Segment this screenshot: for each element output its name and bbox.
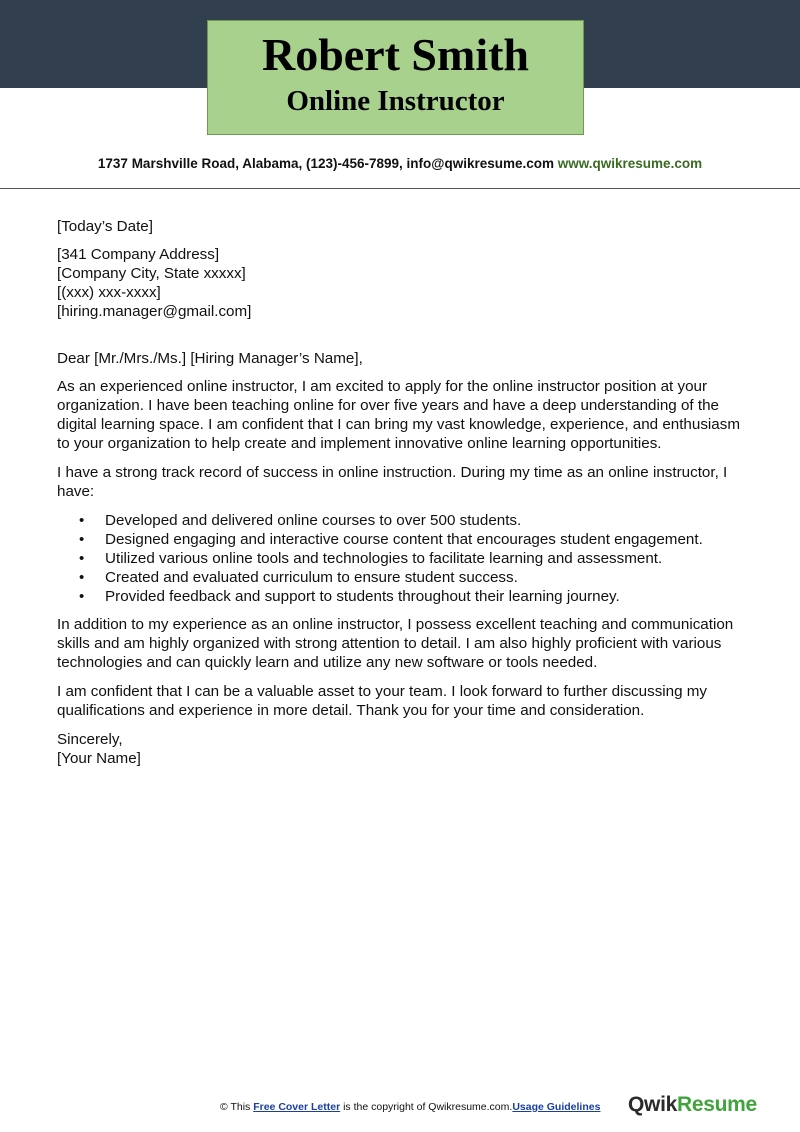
list-item: • Designed engaging and interactive course content that encourages student engagement. <box>105 530 747 549</box>
free-cover-letter-link[interactable]: Free Cover Letter <box>253 1101 341 1113</box>
list-item: • Utilized various online tools and technologies to facilitate learning and assessment. <box>105 549 747 568</box>
copyright-middle: is the copyright of Qwikresume.com. <box>340 1101 513 1113</box>
paragraph-skills: In addition to my experience as an online instructor, I possess excellent teaching and communication skills and am highly organized with strong attention to detail. I am also highly proficient with various technologies and can quickly learn and utilize any new software or tools needed. <box>57 616 734 671</box>
name-title-box <box>207 20 584 135</box>
list-item: • Provided feedback and support to students throughout their learning journey. <box>105 587 747 606</box>
paragraph-intro: As an experienced online instructor, I am excited to apply for the online instructor position at your organization. I have been teaching online for over five years and have a deep understanding of the digital learning space. I am confident that I can bring my vast knowledge, experience, and enthusiasm to your organization to help create and implement innovative online learning opportunities. <box>57 378 740 452</box>
list-item: • Created and evaluated curriculum to ensure student success. <box>105 568 747 587</box>
recipient-address <box>57 245 747 321</box>
list-item: • Developed and delivered online courses to over 500 students. <box>105 511 747 530</box>
paragraph-closing: I am confident that I can be a valuable asset to your team. I look forward to further discussing my qualifications and experience in more detail. Thank you for your time and consideration. <box>57 683 708 719</box>
applicant-name: Robert Smith <box>261 29 530 80</box>
paragraph-track-record: I have a strong track record of success in online instruction. During my time as an online instructor, I have: <box>57 464 728 500</box>
job-title: Online Instructor <box>286 85 505 117</box>
contact-info: 1737 Marshville Road, Alabama, (123)-456-7899, info@qwikresume.com <box>97 156 555 171</box>
signature: [Your Name] <box>57 750 141 767</box>
address-line: [341 Company Address] <box>57 246 220 263</box>
header-divider <box>0 188 800 189</box>
address-line: [hiring.manager@gmail.com] <box>57 303 252 320</box>
salutation: Dear [Mr./Mrs./Ms.] [Hiring Manager’s Name], <box>57 350 363 367</box>
achievement-list <box>57 511 747 606</box>
letter-body <box>57 217 747 768</box>
closing: Sincerely, <box>57 731 123 748</box>
logo-text-left: Qwik <box>628 1093 677 1116</box>
qwikresume-logo[interactable] <box>628 1093 757 1117</box>
address-line: [(xxx) xxx-xxxx] <box>57 284 161 301</box>
copyright-notice <box>220 1101 600 1113</box>
contact-line <box>0 156 800 171</box>
letter-date: [Today’s Date] <box>57 218 153 235</box>
website-link[interactable]: www.qwikresume.com <box>557 156 703 171</box>
logo-text-right: Resume <box>676 1093 757 1116</box>
address-line: [Company City, State xxxxx] <box>57 265 246 282</box>
copyright-prefix: © This <box>220 1101 254 1113</box>
usage-guidelines-link[interactable]: Usage Guidelines <box>512 1101 601 1113</box>
